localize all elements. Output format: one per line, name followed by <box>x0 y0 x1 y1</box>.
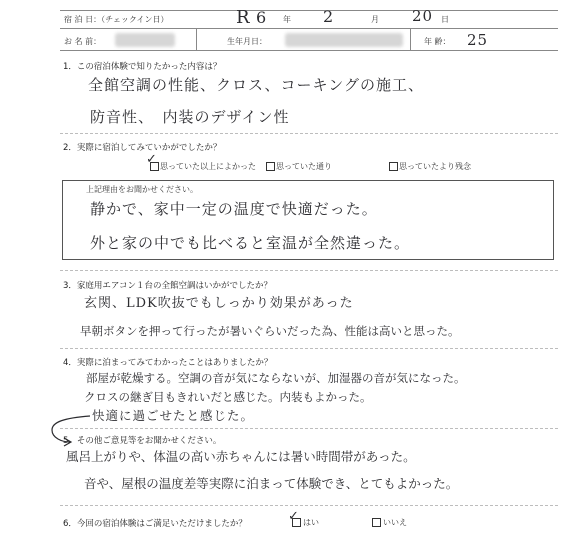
q5-question: 5．その他ご意見等をお聞かせください。 <box>63 436 222 446</box>
q2-question: 2．実際に宿泊してみていかがでしたか？ <box>63 143 222 153</box>
q3-divider <box>60 348 558 349</box>
q6-yes-label: はい <box>303 518 319 527</box>
q5-divider <box>60 505 558 506</box>
q1-question: 1．この宿泊体験で知りたかった内容は？ <box>63 62 222 72</box>
birthdate-label: 生年月日： <box>227 37 267 46</box>
stay-era: R <box>236 7 251 28</box>
q2-option2-label: 思っていた通り <box>276 162 332 171</box>
q3-answer-line1: 玄関、LDK吹抜でもしっかり効果があった <box>84 296 354 311</box>
q4-answer-line2: クロスの継ぎ目もきれいだと感じた。内装もよかった。 <box>84 390 372 404</box>
q4-question: 4．実際に泊まってみてわかったことはありましたか？ <box>63 358 273 368</box>
q2-option3-label: 思っていたより残念 <box>399 162 471 171</box>
name-redaction <box>115 33 175 47</box>
name-label: お 名 前： <box>64 37 102 46</box>
stay-year-value: 6 <box>256 8 268 27</box>
q2-reason-line1: 静かで、家中一定の温度で快適だった。 <box>90 200 378 218</box>
header-middle-rule <box>60 28 558 29</box>
q4-answer-line1: 部屋が乾燥する。空調の音が気にならないが、加湿器の音が気になった。 <box>86 371 466 385</box>
birthdate-redaction <box>285 33 403 47</box>
q3-answer-line2: 早朝ボタンを押って行ったが暑いぐらいだった為、性能は高いと思った。 <box>80 324 460 338</box>
q1-divider <box>60 133 558 134</box>
q2-checkmark-icon: ✓ <box>146 152 157 167</box>
q5-answer-line1: 風呂上がりや、体温の高い赤ちゃんには暑い時間帯があった。 <box>66 449 416 464</box>
q1-answer-line1: 全館空調の性能、クロス、コーキングの施工、 <box>88 76 425 94</box>
month-unit: 月 <box>371 15 379 24</box>
q4-divider <box>60 428 558 429</box>
year-unit: 年 <box>283 15 291 24</box>
age-value: 25 <box>467 31 489 49</box>
name-divider <box>196 28 197 50</box>
q1-answer-line2: 防音性、 内装のデザイン性 <box>90 108 290 126</box>
header-bottom-rule <box>60 50 558 51</box>
q6-no-label: いいえ <box>383 518 407 527</box>
q2-reason-label: 上記理由をお聞かせください。 <box>86 185 198 194</box>
header-top-rule <box>60 10 558 11</box>
q4-answer-line3: 快適に過ごせたと感じた。 <box>92 408 255 423</box>
q2-option2-checkbox[interactable] <box>266 162 275 171</box>
q2-divider <box>60 270 558 271</box>
stay-date-label: 宿 泊 日：（チェックイン日） <box>64 15 169 24</box>
stay-month-value: 2 <box>323 7 335 26</box>
age-divider <box>410 28 411 50</box>
q2-reason-line2: 外と家の中でも比べると室温が全然違った。 <box>90 234 411 252</box>
q3-question: 3．家庭用エアコン１台の全館空調はいかがでしたか？ <box>63 281 272 291</box>
q6-no-checkbox[interactable] <box>372 518 381 527</box>
q2-option3-checkbox[interactable] <box>389 162 398 171</box>
q2-option1-label: 思っていた以上によかった <box>160 162 256 171</box>
stay-day-value: 20 <box>412 7 434 25</box>
q6-question: 6．今回の宿泊体験はご満足いただけましたか？ <box>63 519 247 529</box>
age-label: 年 齢： <box>424 37 451 46</box>
q5-answer-line2: 音や、屋根の温度差等実際に泊まって体験でき、とてもよかった。 <box>84 476 459 491</box>
q6-checkmark-icon: ✓ <box>288 509 299 524</box>
day-unit: 日 <box>441 15 449 24</box>
